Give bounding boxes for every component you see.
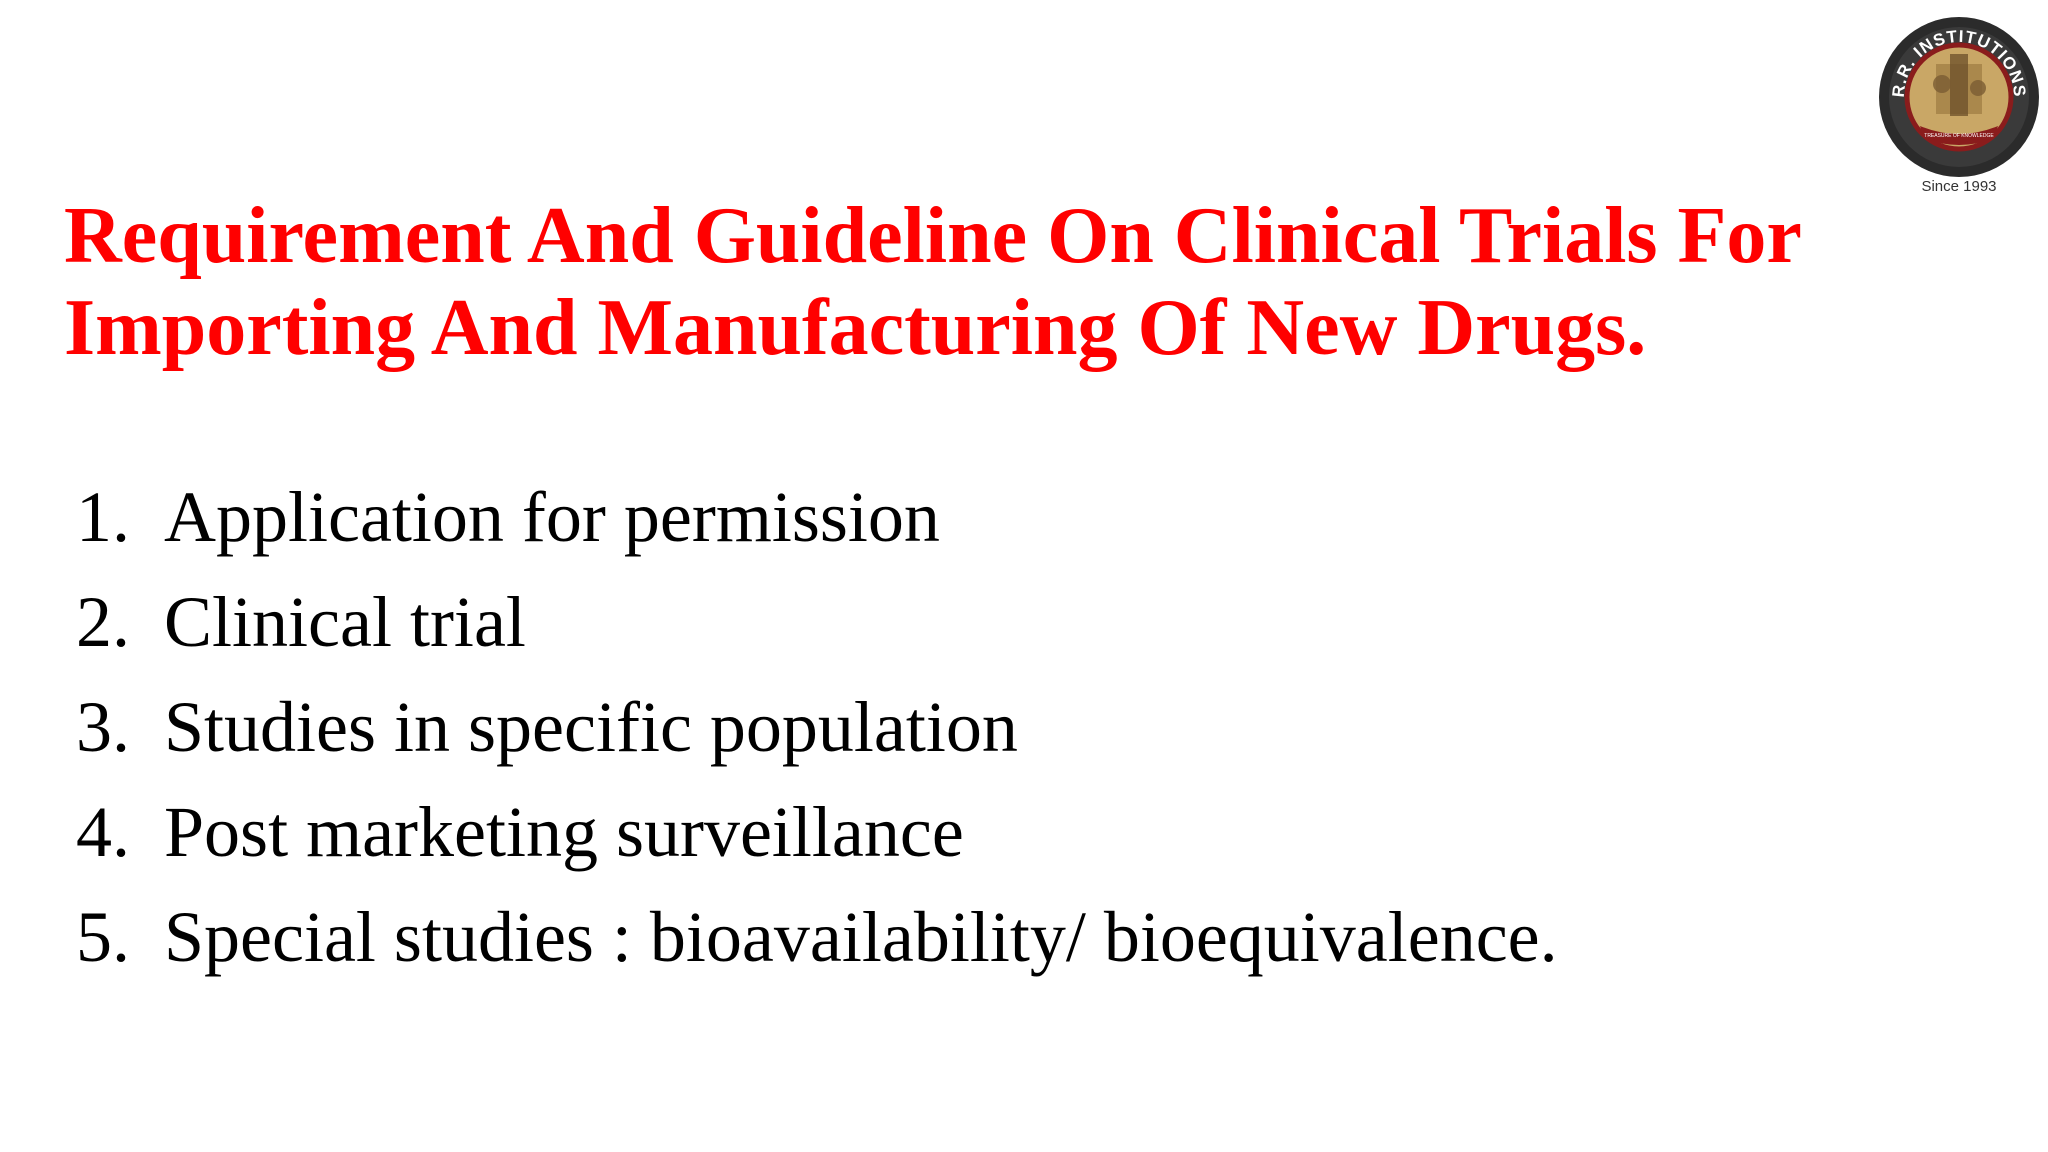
slide-title-line-1: Requirement And Guideline On Clinical Trials For [64, 192, 1802, 280]
list-item-text: Application for permission [164, 477, 940, 557]
list-item [76, 465, 1558, 570]
logo-banner-text: TREASURE OF KNOWLEDGE [1924, 133, 1994, 139]
list-item [76, 885, 1558, 990]
slide-title [64, 190, 1944, 374]
topic-list [76, 465, 1558, 990]
list-item [76, 675, 1558, 780]
list-item-text: Studies in specific population [164, 687, 1018, 767]
list-item-number: 4. [76, 792, 130, 872]
list-item-text: Special studies : bioavailability/ bioequivalence. [164, 897, 1558, 977]
logo-since-text: Since 1993 [1921, 178, 1997, 195]
logo-arc-text: R.R. INSTITUTIONS [1888, 26, 2030, 99]
list-item-text: Clinical trial [164, 582, 526, 662]
list-item-number: 3. [76, 687, 130, 767]
list-item-text: Post marketing surveillance [164, 792, 964, 872]
slide-title-line-2: Importing And Manufacturing Of New Drugs. [64, 284, 1647, 372]
list-item-number: 1. [76, 477, 130, 557]
list-item [76, 780, 1558, 885]
list-item-number: 5. [76, 897, 130, 977]
list-item [76, 570, 1558, 675]
institution-logo [1876, 14, 2042, 204]
seal-icon [1876, 14, 2042, 180]
list-item-number: 2. [76, 582, 130, 662]
